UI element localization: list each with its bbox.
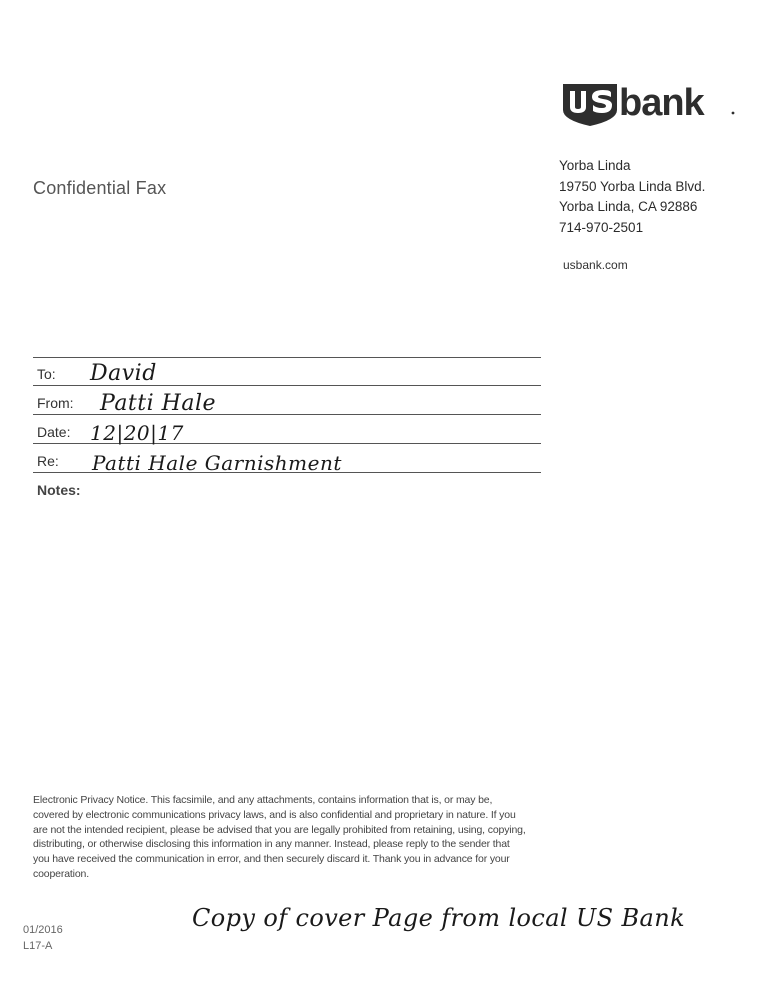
street-address: 19750 Yorba Linda Blvd.	[559, 178, 706, 194]
date-value-handwritten: 12|20|17	[90, 421, 184, 445]
from-value-handwritten: Patti Hale	[100, 391, 216, 416]
svg-text:bank: bank	[619, 82, 704, 124]
from-label: From:	[37, 395, 74, 411]
to-label: To:	[37, 366, 56, 382]
branch-name: Yorba Linda	[559, 158, 631, 173]
privacy-notice: Electronic Privacy Notice. This facsimile, and any attachments, contains information that is, or may be, covered by electronic communications privacy laws, and is also confidential and proprietary in nature. If you are not the intended recipient, please be advised that you are legally prohibited from retaining, using, copying, distributing, or otherwise disclosing this information in any manner. Instead, please reply to the sender that you have received the communication in error, and then securely discard it. Thank you in advance for your cooperation.	[33, 794, 526, 880]
re-label: Re:	[37, 453, 59, 469]
re-value-handwritten: Patti Hale Garnishment	[92, 451, 342, 475]
website-link[interactable]: usbank.com	[563, 258, 628, 272]
usbank-logo	[561, 80, 741, 128]
to-value-handwritten: David	[90, 361, 157, 386]
city-state-zip: Yorba Linda, CA 92886	[559, 199, 698, 214]
form-code	[23, 922, 63, 954]
phone-number: 714-970-2501	[559, 219, 644, 235]
form-number: L17-A	[23, 940, 53, 952]
date-label: Date:	[37, 424, 71, 440]
branch-address	[559, 156, 705, 238]
form-line-top	[33, 357, 541, 358]
notes-label: Notes:	[37, 482, 81, 498]
page-title: Confidential Fax	[33, 178, 167, 198]
form-date: 01/2016	[23, 924, 63, 936]
handwritten-note: Copy of cover Page from local US Bank	[192, 904, 686, 932]
